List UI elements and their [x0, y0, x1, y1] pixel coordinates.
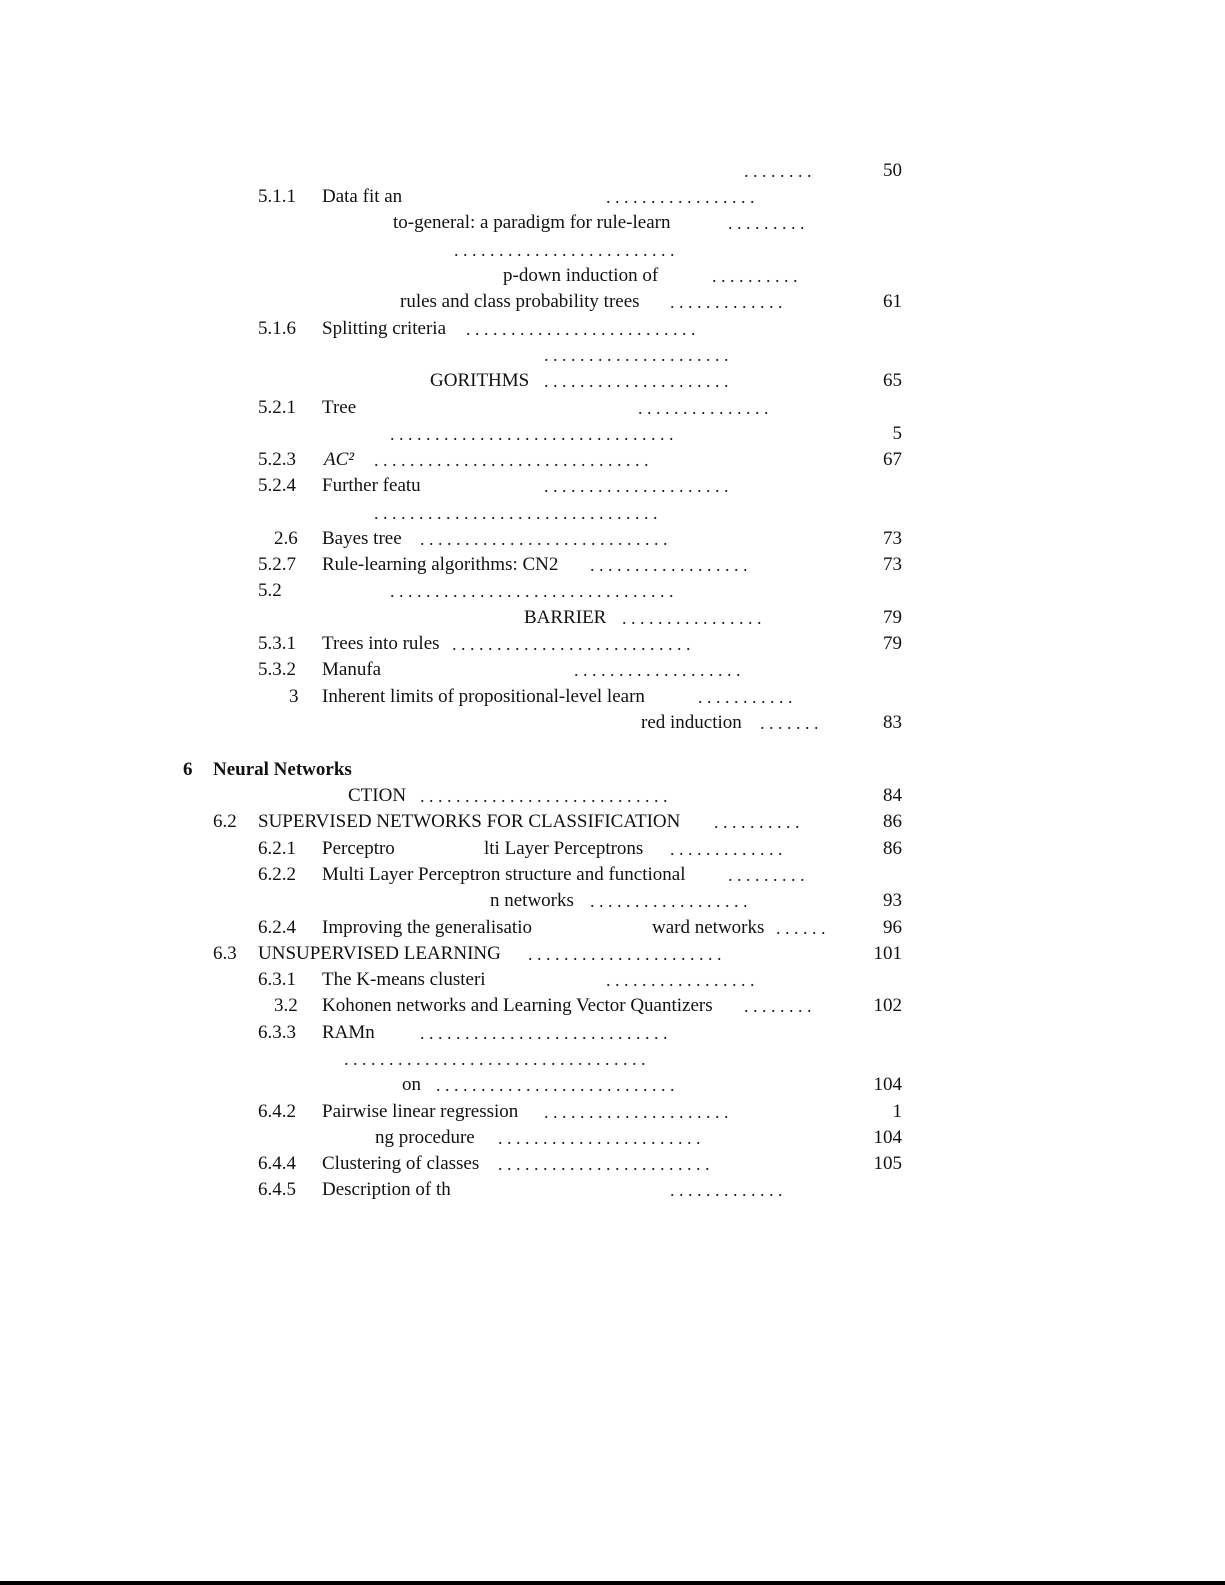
toc-entry-title: Bayes tree	[322, 528, 402, 549]
toc-leader-dots: . . . . . . . . . . . . . . . . . . . . . . . .	[498, 1154, 710, 1174]
toc-entry-title-fragment: ward networks	[652, 917, 765, 938]
toc-entry-number: 6.2.2	[258, 864, 296, 885]
toc-page-number: 101	[873, 943, 902, 964]
toc-entry[interactable]	[0, 1125, 1225, 1151]
toc-entry-title: GORITHMS	[430, 370, 530, 391]
toc-entry[interactable]	[0, 578, 1225, 604]
toc-entry[interactable]	[0, 447, 1225, 473]
toc-entry-title: Inherent limits of propositional-level learn	[322, 686, 645, 707]
toc-entry-title: Clustering of classes	[322, 1153, 480, 1174]
toc-entry-title: n networks	[490, 890, 574, 911]
toc-entry-title: Rule-learning algorithms: CN2	[322, 554, 559, 575]
toc-entry[interactable]	[0, 1099, 1225, 1125]
toc-entry-title: Improving the generalisatio	[322, 917, 532, 938]
toc-leader-dots: . . . . . . . . . . . . . . . . . . . . . . . . .	[454, 240, 675, 260]
toc-page-number: 50	[883, 160, 902, 181]
toc-leader-dots: . . . . . . . . . .	[714, 812, 800, 832]
toc-entry[interactable]	[0, 342, 1225, 368]
toc-entry[interactable]	[0, 1151, 1225, 1177]
toc-page-number: 104	[873, 1127, 902, 1148]
toc-page-number: 61	[883, 291, 902, 312]
toc-leader-dots: . . . . . . . . . . . . . . . . . . . . . .	[528, 944, 722, 964]
toc-leader-dots: . . . . . .	[776, 918, 826, 938]
toc-entry-number: 5.2.7	[258, 554, 296, 575]
toc-leader-dots: . . . . . . . . . . . . . . . . . . . . .	[544, 476, 729, 496]
toc-entry-title: red induction	[641, 712, 742, 733]
toc-page-number: 105	[873, 1153, 902, 1174]
bottom-rule	[0, 1581, 1225, 1585]
toc-leader-dots: . . . . . . . . .	[728, 213, 805, 233]
toc-leader-dots: . . . . . . . . .	[728, 865, 805, 885]
toc-entry[interactable]	[0, 967, 1225, 993]
toc-leader-dots: . . . . . . . . . . . . . . . . . . . . . . . . . . . . . . .	[374, 450, 649, 470]
toc-entry[interactable]	[0, 500, 1225, 526]
toc-entry-title: Pairwise linear regression	[322, 1101, 519, 1122]
toc-entry[interactable]	[0, 368, 1225, 394]
toc-page-number: 86	[883, 838, 902, 859]
toc-leader-dots: . . . . . . . . . .	[712, 266, 798, 286]
toc-leader-dots: . . . . . . . . . . . . .	[670, 1180, 783, 1200]
toc-leader-dots: . . . . . . . . . . . . . . .	[638, 398, 769, 418]
toc-leader-dots: . . . . . . . . . . . . . . . . . . . . .	[544, 345, 729, 365]
toc-leader-dots: . . . . . . . .	[744, 996, 812, 1016]
toc-entry-title: Neural Networks	[213, 759, 352, 780]
toc-leader-dots: . . . . . . . . . . . . . . . . . . . . . . .	[498, 1128, 701, 1148]
toc-page-number: 102	[873, 995, 902, 1016]
toc-entry-title: ng procedure	[375, 1127, 475, 1148]
toc-entry-title: p-down induction of	[503, 265, 659, 286]
toc-leader-dots: . . . . . . . . . . .	[698, 687, 793, 707]
toc-leader-dots: . . . . . . . . . . . . . . . . . . . . . . . . . . . .	[420, 786, 668, 806]
toc-leader-dots: . . . . . . . . . . . . .	[670, 839, 783, 859]
toc-entry[interactable]	[0, 1072, 1225, 1098]
toc-page-number: 73	[883, 528, 902, 549]
toc-entry[interactable]	[0, 657, 1225, 683]
toc-entry-title: Kohonen networks and Learning Vector Quantizers	[322, 995, 713, 1016]
toc-entry-number: 5.2	[258, 580, 282, 601]
toc-entry[interactable]	[0, 605, 1225, 631]
toc-entry-number: 5.2.1	[258, 397, 296, 418]
toc-leader-dots: . . . . . . . . . . . . . . . . . . . . . . . . . . . .	[420, 529, 668, 549]
toc-leader-dots: . . . . . . . . . . . . . . . . . . . . .	[544, 1102, 729, 1122]
toc-entry[interactable]	[0, 941, 1225, 967]
toc-entry-number: 6.3.1	[258, 969, 296, 990]
toc-entry[interactable]	[0, 210, 1225, 236]
toc-entry[interactable]	[0, 421, 1225, 447]
toc-page-number: 79	[883, 633, 902, 654]
toc-leader-dots: . . . . . . . . . . . . . . . . . . .	[574, 660, 741, 680]
toc-entry-number: 2.6	[274, 528, 298, 549]
toc-leader-dots: . . . . . . . . . . . . . . . . . . . . . . . . . . . . . . . . . .	[344, 1049, 646, 1069]
toc-entry-title: rules and class probability trees	[400, 291, 640, 312]
toc-page-number: 67	[883, 449, 902, 470]
toc-leader-dots: . . . . . . . . . . . . . . . . . . . . . . . . . . . . . . . .	[390, 581, 674, 601]
toc-entry-title: Trees into rules	[322, 633, 440, 654]
toc-entry-number: 5.3.1	[258, 633, 296, 654]
toc-entry-title: AC²	[324, 449, 354, 470]
toc-entry[interactable]	[0, 289, 1225, 315]
toc-leader-dots: . . . . . . . . . . . . . . . . . . . . . . . . . . . . . . . .	[374, 503, 658, 523]
toc-entry[interactable]	[0, 993, 1225, 1019]
toc-entry[interactable]	[0, 631, 1225, 657]
toc-entry-title: RAMn	[322, 1022, 375, 1043]
toc-entry[interactable]	[0, 1020, 1225, 1046]
toc-entry-number: 6	[183, 759, 193, 780]
toc-entry[interactable]	[0, 710, 1225, 736]
toc-entry-number: 6.2	[213, 811, 237, 832]
toc-entry-title: BARRIER	[524, 607, 607, 628]
toc-entry-number: 6.4.5	[258, 1179, 296, 1200]
toc-leader-dots: . . . . . . . . . . . . . . . . . .	[590, 891, 748, 911]
toc-leader-dots: . . . . . . . . . . . . . . . . .	[606, 187, 755, 207]
toc-entry-number: 6.4.2	[258, 1101, 296, 1122]
toc-entry-title: Multi Layer Perceptron structure and functional	[322, 864, 686, 885]
toc-entry[interactable]	[0, 1046, 1225, 1072]
toc-entry-title: CTION	[348, 785, 407, 806]
toc-entry[interactable]	[0, 836, 1225, 862]
toc-entry-number: 5.3.2	[258, 659, 296, 680]
toc-entry-number: 5.1.1	[258, 186, 296, 207]
toc-entry-title: Manufa	[322, 659, 382, 680]
toc-entry-title: Further featu	[322, 475, 421, 496]
toc-chapter-row[interactable]	[0, 757, 1225, 783]
toc-entry[interactable]	[0, 862, 1225, 888]
toc-entry-title: UNSUPERVISED LEARNING	[258, 943, 501, 964]
toc-leader-dots: . . . . . . . . . . . . . . . . . . . . .	[544, 371, 729, 391]
toc-entry-title-fragment: lti Layer Perceptrons	[484, 838, 644, 859]
toc-entry-title: Description of th	[322, 1179, 451, 1200]
toc-entry-title: Perceptro	[322, 838, 395, 859]
toc-entry[interactable]	[0, 316, 1225, 342]
toc-page-number: 73	[883, 554, 902, 575]
toc-leader-dots: . . . . . . . . . . . . . . . . . .	[590, 555, 748, 575]
toc-page-number: 84	[883, 785, 902, 806]
toc-entry-title: Data fit an	[322, 186, 403, 207]
toc-entry-title: Splitting criteria	[322, 318, 447, 339]
toc-entry[interactable]	[0, 552, 1225, 578]
toc-entry-number: 5.1.6	[258, 318, 296, 339]
toc-entry-number: 6.2.1	[258, 838, 296, 859]
toc-entry-title: to-general: a paradigm for rule-learn	[393, 212, 671, 233]
toc-entry[interactable]	[0, 395, 1225, 421]
toc-entry[interactable]	[0, 915, 1225, 941]
toc-page-number: 83	[883, 712, 902, 733]
toc-page-number: 86	[883, 811, 902, 832]
toc-leader-dots: . . . . . . . . . . . . . . . . . . . . . . . . . . . .	[420, 1023, 668, 1043]
toc-page-number: 96	[883, 917, 902, 938]
toc-entry-title: on	[402, 1074, 421, 1095]
toc-leader-dots: . . . . . . . . . . . . . . . . . . . . . . . . . . .	[452, 634, 691, 654]
toc-entry-number: 6.3.3	[258, 1022, 296, 1043]
toc-entry[interactable]	[0, 809, 1225, 835]
toc-entry[interactable]	[0, 1177, 1225, 1203]
toc-entry-number: 3	[289, 686, 299, 707]
toc-leader-dots: . . . . . . . . . . . . . . . . . . . . . . . . . . .	[436, 1075, 675, 1095]
toc-entry[interactable]	[0, 888, 1225, 914]
toc-entry[interactable]	[0, 237, 1225, 263]
toc-entry-number: 5.2.4	[258, 475, 296, 496]
toc-page-number: 1	[892, 1101, 902, 1122]
toc-entry-number: 3.2	[274, 995, 298, 1016]
toc-entry-title: SUPERVISED NETWORKS FOR CLASSIFICATION	[258, 811, 681, 832]
toc-entry[interactable]	[0, 684, 1225, 710]
toc-entry[interactable]	[0, 473, 1225, 499]
toc-entry[interactable]	[0, 263, 1225, 289]
toc-entry-title: Tree	[322, 397, 357, 418]
toc-leader-dots: . . . . . . . . . . . . . . . . .	[606, 970, 755, 990]
toc-page-number: 93	[883, 890, 902, 911]
toc-page-number: 79	[883, 607, 902, 628]
toc-entry-number: 6.4.4	[258, 1153, 296, 1174]
toc-page-number: 5	[892, 423, 902, 444]
toc-leader-dots: . . . . . . .	[760, 713, 819, 733]
toc-leader-dots: . . . . . . . . . . . . . . . . . . . . . . . . . . . . . . . .	[390, 424, 674, 444]
toc-entry-number: 5.2.3	[258, 449, 296, 470]
toc-entry[interactable]	[0, 526, 1225, 552]
toc-entry-title: The K-means clusteri	[322, 969, 486, 990]
toc-entry-number: 6.3	[213, 943, 237, 964]
toc-leader-dots: . . . . . . . .	[744, 161, 812, 181]
toc-entry[interactable]	[0, 158, 1225, 184]
toc-entry[interactable]	[0, 783, 1225, 809]
toc-leader-dots: . . . . . . . . . . . . . . . . . . . . . . . . . .	[466, 319, 696, 339]
toc-leader-dots: . . . . . . . . . . . . .	[670, 292, 783, 312]
toc-leader-dots: . . . . . . . . . . . . . . . .	[622, 608, 762, 628]
toc-page-number: 65	[883, 370, 902, 391]
toc-entry-number: 6.2.4	[258, 917, 296, 938]
toc-page-number: 104	[873, 1074, 902, 1095]
toc-entry[interactable]	[0, 184, 1225, 210]
